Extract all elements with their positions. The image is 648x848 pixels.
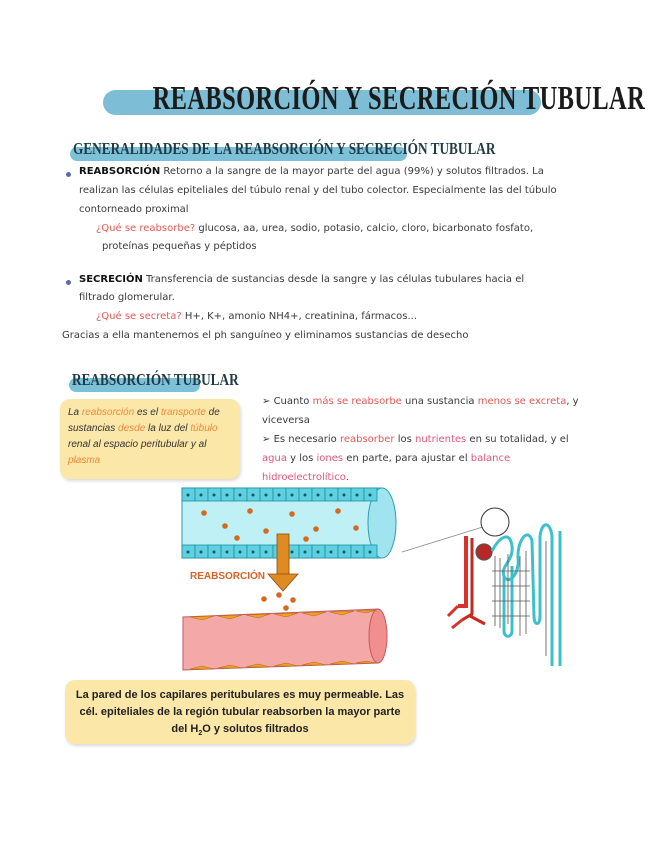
glomerulus-icon <box>476 544 492 560</box>
bullet-highlight: agua <box>262 453 287 464</box>
note-subscript: 2 <box>198 730 203 738</box>
note-highlight: reabsorción <box>81 407 135 418</box>
bullet-dot <box>66 172 71 177</box>
note-highlight: desde <box>118 423 146 434</box>
note-text: renal al espacio peritubular y al <box>68 439 207 450</box>
bullet-text: , y viceversa <box>262 396 579 426</box>
section2-heading: REABSORCIÓN TUBULAR <box>72 370 239 389</box>
capillary-note-line2: cél. epiteliales de la región tubular reabsorben la mayor parte <box>79 706 401 718</box>
secrecion-question-line <box>96 307 417 326</box>
capillary-note-line1: La pared de los capilares peritubulares es muy permeable. Las <box>75 689 405 701</box>
bullet-text: Es necesario <box>273 434 340 445</box>
note-highlight: plasma <box>68 455 101 466</box>
reabsorcion-answer2: proteínas pequeñas y péptidos <box>102 241 257 252</box>
nephron-illustration <box>400 496 590 676</box>
arrow-bullet-icon: ➢ <box>262 434 274 445</box>
secrecion-question: ¿Qué se secreta? <box>96 311 182 322</box>
secrecion-conclusion: Gracias a ella mantenemos el ph sanguíneo y eliminamos sustancias de desecho <box>62 330 469 341</box>
reabsorcion-answer1: glucosa, aa, urea, sodio, potasio, calcio, cloro, bicarbonato fosfato, <box>198 223 534 234</box>
secrecion-line2: filtrado glomerular. <box>79 292 175 303</box>
bullet-dot <box>66 280 71 285</box>
capillary-note-line3 <box>75 721 405 742</box>
bullet-text: una sustancia <box>401 396 478 407</box>
reabsorcion-line1 <box>79 162 544 181</box>
bullet-highlight: reabsorber <box>339 434 395 445</box>
secrecion-term: SECRECIÓN <box>79 274 143 285</box>
reabsorcion-question: ¿Qué se reabsorbe? <box>96 223 196 234</box>
bullet-text: y los <box>286 453 317 464</box>
reabsorcion-term: REABSORCIÓN <box>79 166 161 177</box>
bullet-highlight: balance hidroelectrolítico <box>262 453 511 483</box>
note-highlight: transporte <box>160 407 206 418</box>
reabsorcion-line2: realizan las células epiteliales del túbulo renal y del tubo colector. Especialmente las del túbulo <box>79 185 557 196</box>
note-text: es el <box>134 407 161 418</box>
secrecion-text1: Transferencia de sustancias desde la sangre y las células tubulares hacia el <box>146 274 525 285</box>
note-text: de sustancias <box>68 407 220 434</box>
reabsorcion-bullet1 <box>262 392 582 430</box>
bullet-highlight: menos se excreta <box>477 396 567 407</box>
secrecion-answer: H+, K+, amonio NH4+, creatinina, fármacos... <box>184 311 418 322</box>
bullet-text: Cuanto <box>273 396 313 407</box>
reabsorcion-bullet2 <box>262 430 584 487</box>
bullet-highlight: más se reabsorbe <box>312 396 402 407</box>
reabsorcion-diagram-label: REABSORCIÓN <box>190 571 266 582</box>
bullet-highlight: iones <box>316 453 344 464</box>
secrecion-line1 <box>79 270 524 289</box>
note-text: La <box>68 407 82 418</box>
note-text: del H <box>171 723 199 735</box>
note-text: la luz del <box>145 423 191 434</box>
reabsorcion-text1: Retorno a la sangre de la mayor parte del agua (99%) y solutos filtrados. La <box>163 166 544 177</box>
reabsorcion-line3: contorneado proximal <box>79 204 189 215</box>
capillary-note <box>65 680 415 744</box>
bullet-text: . <box>345 472 349 483</box>
note-highlight: túbulo <box>190 423 218 434</box>
note-text: O y solutos filtrados <box>202 723 309 735</box>
reabsorcion-question-line <box>96 219 533 238</box>
peritubular-capillary <box>183 609 387 670</box>
arrow-bullet-icon: ➢ <box>262 396 274 407</box>
bullet-highlight: nutrientes <box>414 434 467 445</box>
bullet-text: en parte, para ajustar el <box>343 453 471 464</box>
bullet-text: en su totalidad, y el <box>466 434 569 445</box>
page-title: REABSORCIÓN Y SECRECIÓN TUBULAR <box>152 80 646 117</box>
reabsorcion-definition-note <box>60 399 240 479</box>
section1-heading: GENERALIDADES DE LA REABSORCIÓN Y SECRECIÓN TUBULAR <box>73 139 496 158</box>
bullet-text: los <box>394 434 415 445</box>
